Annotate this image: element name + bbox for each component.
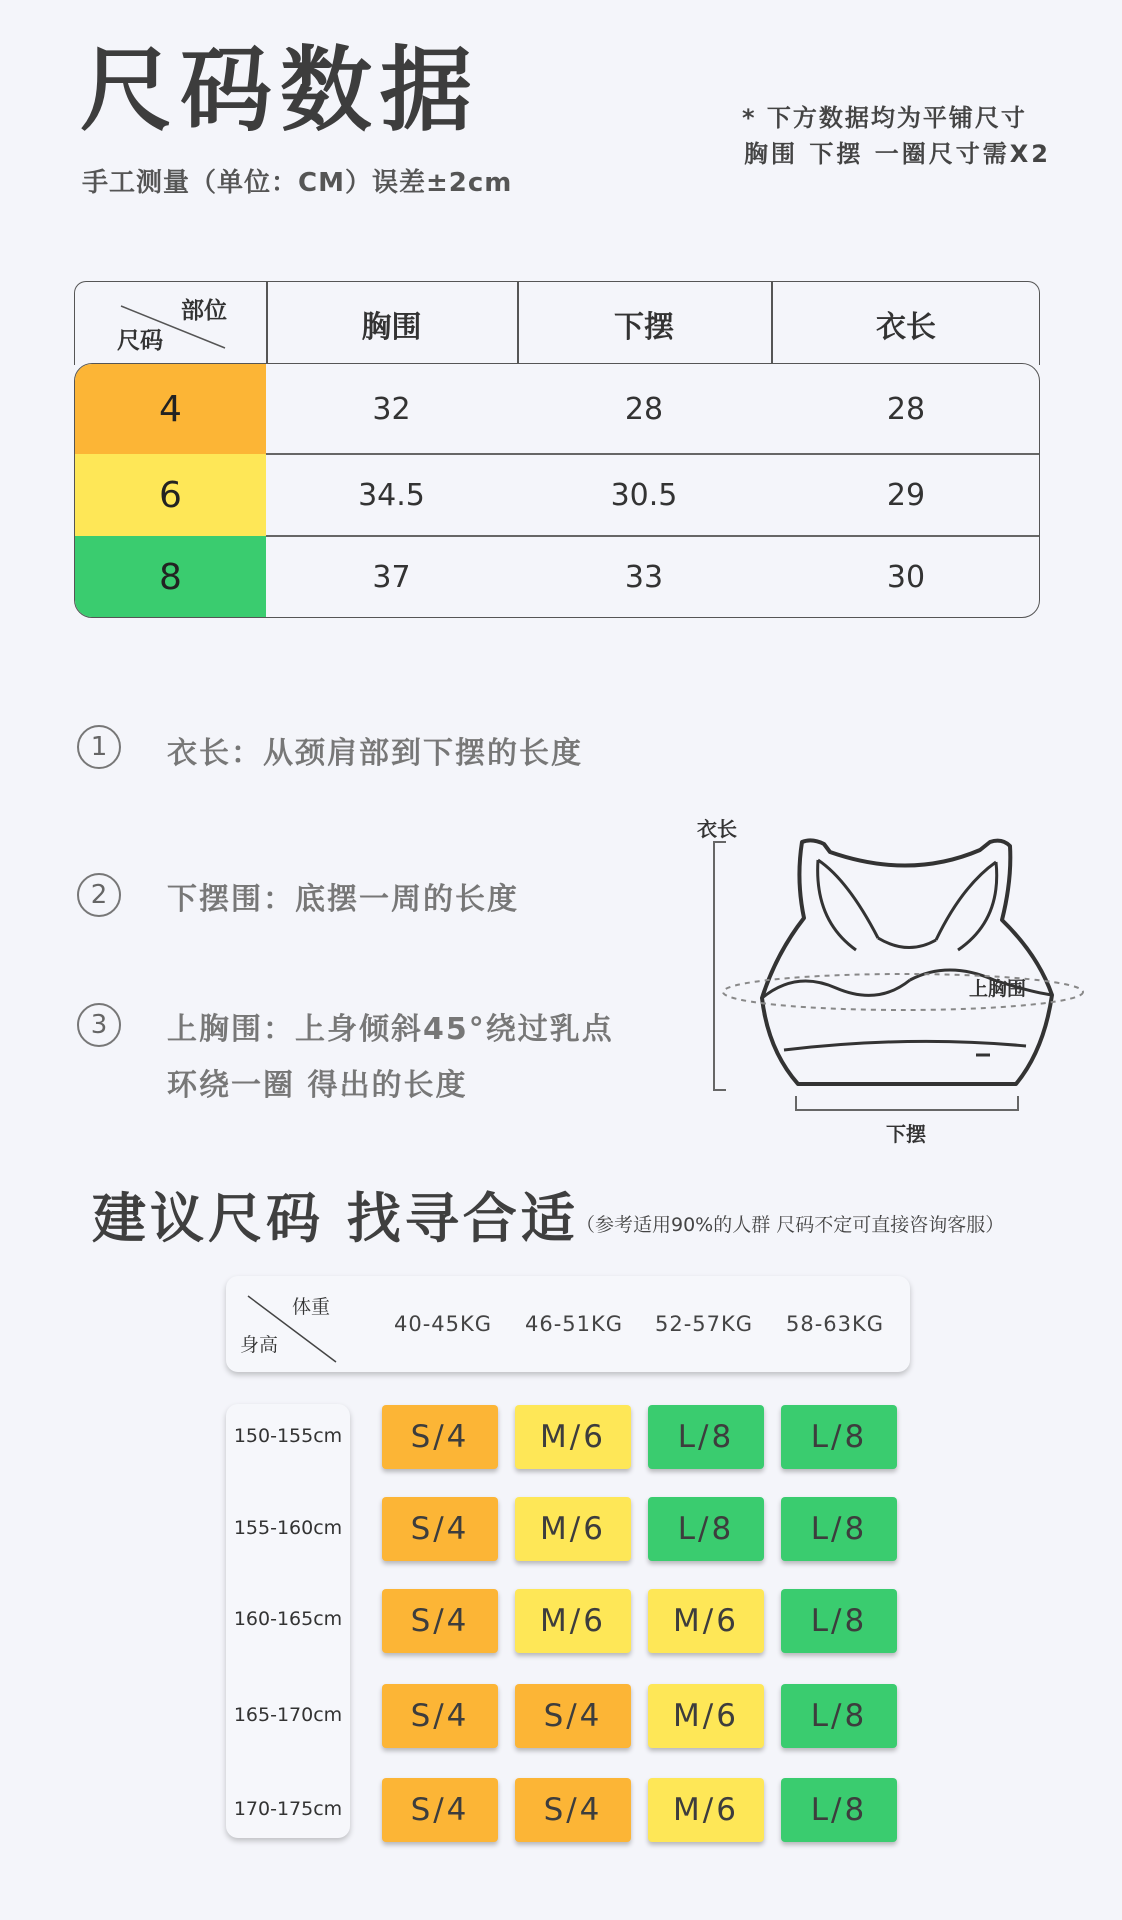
- size-row: [75, 536, 1040, 618]
- size-cell: L/8: [648, 1405, 764, 1469]
- length-value: 28: [886, 391, 926, 427]
- chest-value: 34.5: [358, 477, 425, 513]
- size-label: 4: [75, 364, 266, 454]
- height-range-label: 155-160cm: [233, 1517, 343, 1539]
- sports-bra-diagram: [700, 820, 1100, 1120]
- size-cell: L/8: [781, 1497, 897, 1561]
- size-data-table: [74, 281, 1040, 618]
- flat-measure-note: * 下方数据均为平铺尺寸: [742, 104, 1027, 132]
- step-number-2: 2: [77, 873, 121, 917]
- hem-value: 33: [624, 560, 664, 595]
- size-cell: M/6: [648, 1684, 764, 1748]
- size-cell: M/6: [515, 1497, 631, 1561]
- column-header-hem: 下摆: [614, 310, 674, 345]
- chest-value: 32: [372, 391, 411, 427]
- weight-range-label: 46-51KG: [525, 1312, 624, 1336]
- size-table-body: [74, 363, 1040, 618]
- circumference-note: 胸围 下摆 一圈尺寸需X2: [744, 140, 1051, 168]
- column-header-chest: 胸围: [361, 310, 422, 345]
- chest-definition-line2: 环绕一圈 得出的长度: [167, 1068, 468, 1103]
- diagonal-divider: [75, 282, 266, 366]
- height-range-label: 150-155cm: [233, 1425, 343, 1447]
- size-cell: L/8: [648, 1497, 764, 1561]
- length-value: 29: [886, 477, 926, 513]
- hem-value: 30.5: [610, 477, 678, 513]
- step-number-1: 1: [77, 725, 121, 769]
- height-range-label: 160-165cm: [233, 1608, 343, 1630]
- size-cell: S/4: [515, 1684, 631, 1748]
- length-definition: 衣长：从颈肩部到下摆的长度: [167, 736, 583, 771]
- column-header-length: 衣长: [876, 310, 936, 345]
- diagram-hem-label: 下摆: [886, 1122, 926, 1146]
- size-table-header: [74, 281, 1040, 365]
- step-number-3: 3: [77, 1003, 121, 1047]
- size-cell: L/8: [781, 1684, 897, 1748]
- size-cell: S/4: [382, 1778, 498, 1842]
- hem-definition: 下摆围：底摆一周的长度: [167, 882, 519, 917]
- size-label: 6: [75, 454, 266, 536]
- chest-value: 37: [372, 560, 411, 595]
- corner-label-height: 身高: [240, 1334, 279, 1356]
- corner-label-weight: 体重: [292, 1296, 331, 1318]
- size-cell: S/4: [382, 1497, 498, 1561]
- size-row: [75, 364, 1040, 454]
- weight-range-label: 40-45KG: [394, 1312, 493, 1336]
- diagram-chest-label: 上胸围: [969, 978, 1027, 1000]
- height-range-label: 170-175cm: [233, 1798, 343, 1820]
- size-cell: S/4: [382, 1405, 498, 1469]
- hem-value: 28: [624, 391, 664, 427]
- size-label: 8: [75, 536, 266, 618]
- weight-header: [226, 1276, 910, 1372]
- size-cell: L/8: [781, 1405, 897, 1469]
- size-cell: S/4: [382, 1684, 498, 1748]
- corner-label-part: 部位: [181, 298, 227, 324]
- diagonal-divider: [226, 1276, 346, 1372]
- length-value: 30: [886, 560, 926, 595]
- page-subtitle: 手工测量（单位：CM）误差±2cm: [82, 168, 513, 198]
- size-cell: M/6: [648, 1589, 764, 1653]
- size-cell: M/6: [515, 1589, 631, 1653]
- height-column: [226, 1404, 350, 1838]
- diagram-length-label: 衣长: [697, 817, 737, 841]
- recommend-title: 建议尺码 找寻合适: [92, 1187, 579, 1250]
- size-cell: M/6: [648, 1778, 764, 1842]
- size-cell: L/8: [781, 1589, 897, 1653]
- weight-range-label: 52-57KG: [655, 1312, 754, 1336]
- height-range-label: 165-170cm: [233, 1704, 343, 1726]
- corner-label-size: 尺码: [117, 328, 163, 354]
- size-cell: S/4: [515, 1778, 631, 1842]
- page-title: 尺码数据: [80, 37, 481, 144]
- recommend-note: （参考适用90%的人群 尺码不定可直接咨询客服）: [576, 1214, 1005, 1236]
- size-cell: L/8: [781, 1778, 897, 1842]
- chest-definition-line1: 上胸围：上身倾斜45°绕过乳点: [167, 1012, 614, 1047]
- size-row: [75, 454, 1040, 536]
- size-cell: M/6: [515, 1405, 631, 1469]
- weight-range-label: 58-63KG: [786, 1312, 885, 1336]
- size-cell: S/4: [382, 1589, 498, 1653]
